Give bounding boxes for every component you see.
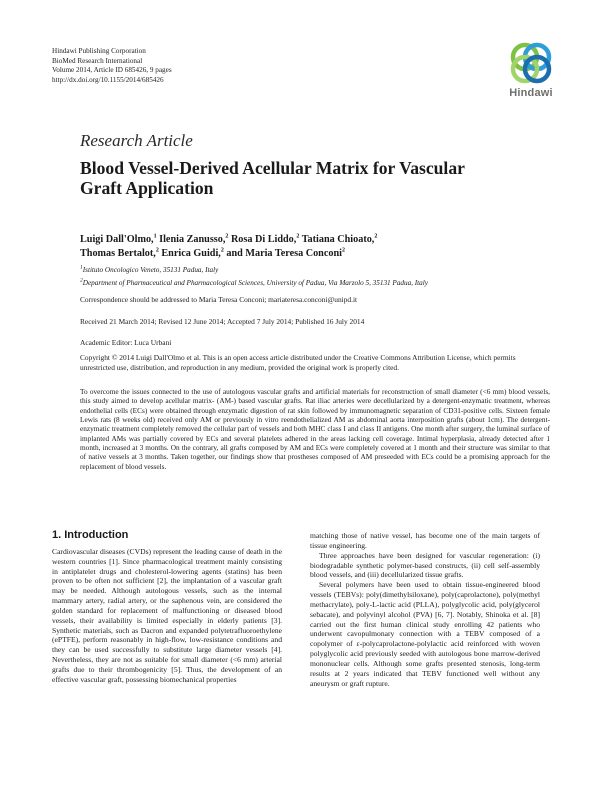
copyright-notice: Copyright © 2014 Luigi Dall'Olmo et al. This is an open access article distributed under the Creative Commons Attribution License, which permits unrestricted use, distribution, and reproduction in any medium, provided the original work is properly cited. — [80, 353, 516, 372]
journal-header — [52, 47, 172, 85]
abstract: To overcome the issues connected to the use of autologous vascular grafts and artificial materials for reconstruction of small diameter (<6 mm) blood vessels, this study aimed to develop acellular matrix- (AM-) based vascular grafts. Rat iliac arteries were decellularized by a detergent-enzymatic treatment, whereas endothelial cells (ECs) were obtained through enzymatic digestion of rat skin followed by immunomagnetic separation of CD31-positive cells. Sixteen female Lewis rats (8 weeks old) received only AM or previously in vitro reendothelialized AM as abdominal aorta interposition grafts (about 1cm). The detergent-enzymatic treatment completely removed the cellular part of vessels and both MHC class I and class II antigens. One month after surgery, the luminal surface of implanted AMs was partially covered by ECs and several platelets adhered in the areas lacking cell coverage. Intimal hyperplasia, already detected after 1 month, increased at 3 months. On the contrary, all grafts composed by AM and ECs were completely covered at 1 month and their structure was similar to that of native vessels at 3 months. Taken together, our findings show that prostheses composed of AM preseeded with ECs could be a promising approach for the replacement of blood vessels. — [80, 387, 550, 471]
author-list — [80, 233, 520, 262]
academic-editor: Academic Editor: Luca Urbani — [80, 338, 172, 347]
journal-name: BioMed Research International — [52, 56, 143, 65]
paragraph: Three approaches have been designed for vascular regeneration: (i) biodegradable synthetic polymer-based constructs, (ii) cell self-assembly blood vessels, and (iii) decellularized tissue grafts. — [310, 550, 540, 580]
hindawi-logo — [500, 40, 562, 106]
author: Thomas Bertalot,$^2$ — [80, 248, 159, 260]
author: Ilenia Zanusso,$^2$ — [159, 233, 229, 245]
paragraph: matching those of native vessel, has become one of the main targets of tissue engineering. — [310, 531, 540, 550]
article-title: Blood Vessel-Derived Acellular Matrix for Vascular Graft Application — [80, 158, 465, 198]
right-column — [310, 531, 540, 689]
affiliation: $^1$Istituto Oncologico Veneto, 35131 Padua, Italy — [80, 264, 219, 274]
author: Tatiana Chioato,$^2$ — [301, 233, 378, 245]
volume-info: Volume 2014, Article ID 685426, 9 pages — [52, 66, 172, 75]
hindawi-logo-text: Hindawi — [509, 87, 553, 99]
correspondence: Correspondence should be addressed to Maria Teresa Conconi; mariateresa.conconi@unipd.it — [80, 295, 358, 304]
publisher-name: Hindawi Publishing Corporation — [52, 47, 146, 55]
doi-link[interactable]: http://dx.doi.org/10.1155/2014/685426 — [52, 75, 164, 84]
author: and Maria Teresa Conconi$^2$ — [226, 248, 345, 260]
author: Rosa Di Liddo,$^2$ — [230, 233, 300, 245]
section-heading: 1. Introduction — [52, 529, 129, 541]
publication-dates: Received 21 March 2014; Revised 12 June 2014; Accepted 7 July 2014; Published 16 July 2014 — [80, 317, 365, 326]
paragraph: Cardiovascular diseases (CVDs) represent the leading cause of death in the western countries [1]. Since pharmacological treatment mainly consisting in antiplatelet drugs and cholesterol-lowering agents (statins) has been proven to be often not sufficient [2], the implantation of a vascular graft may be needed. Although autologous vessels, such as the internal mammary artery, radial artery, or the saphenous vein, are considered the golden standard for replacement of malfunctioning or diseased blood vessels, their availability is limited especially in elderly patients [3]. Synthetic materials, such as Dacron and expanded polytetrafluoroethylene (ePTFE), perform reasonably in high-flow, low-resistance conditions and they can be used successfully to substitute large diameter vessels [4]. Nevertheless, they are not as suitable for small diameter (<6 mm) arterial grafts due to their thrombogenicity [5]. Thus, the development of an effective vascular graft, possessing biomechanical properties — [52, 546, 282, 684]
affiliation: $^2$Department of Pharmaceutical and Pharmacological Sciences, University of Padua, Via Marzolo 5, 35131 Padua, Italy — [80, 277, 428, 287]
hindawi-logo-icon — [508, 40, 554, 86]
paragraph: Several polymers have been used to obtain tissue-engineered blood vessels (TEBVs): poly(dimethylsiloxane), poly(caprolactone), poly(methyl methacrylate), poly-L-lactic acid (PLLA), polyglycolic acid, poly(glycerol sebacate), and polyvinyl alcohol (PVA) [6, 7]. Notably, Shinoka et al. [8] carried out the first human clinical study enrolling 42 patients who underwent cavopulmonary connection with a TEBV composed of a copolymer of ε-polycaprolactone-polylactic acid reinforced with woven polyglycolic acid previously seeded with autologous bone marrow-derived mononuclear cells. Although some grafts presented stenosis, long-term results at 2 years indicated that TEBV functioned well without any aneurysm or graft rupture. — [310, 580, 540, 688]
left-column — [52, 531, 282, 685]
author: Luigi Dall'Olmo,$^1$ — [80, 233, 157, 245]
article-type: Research Article — [80, 131, 193, 150]
author: Enrica Guidi,$^2$ — [161, 248, 224, 260]
